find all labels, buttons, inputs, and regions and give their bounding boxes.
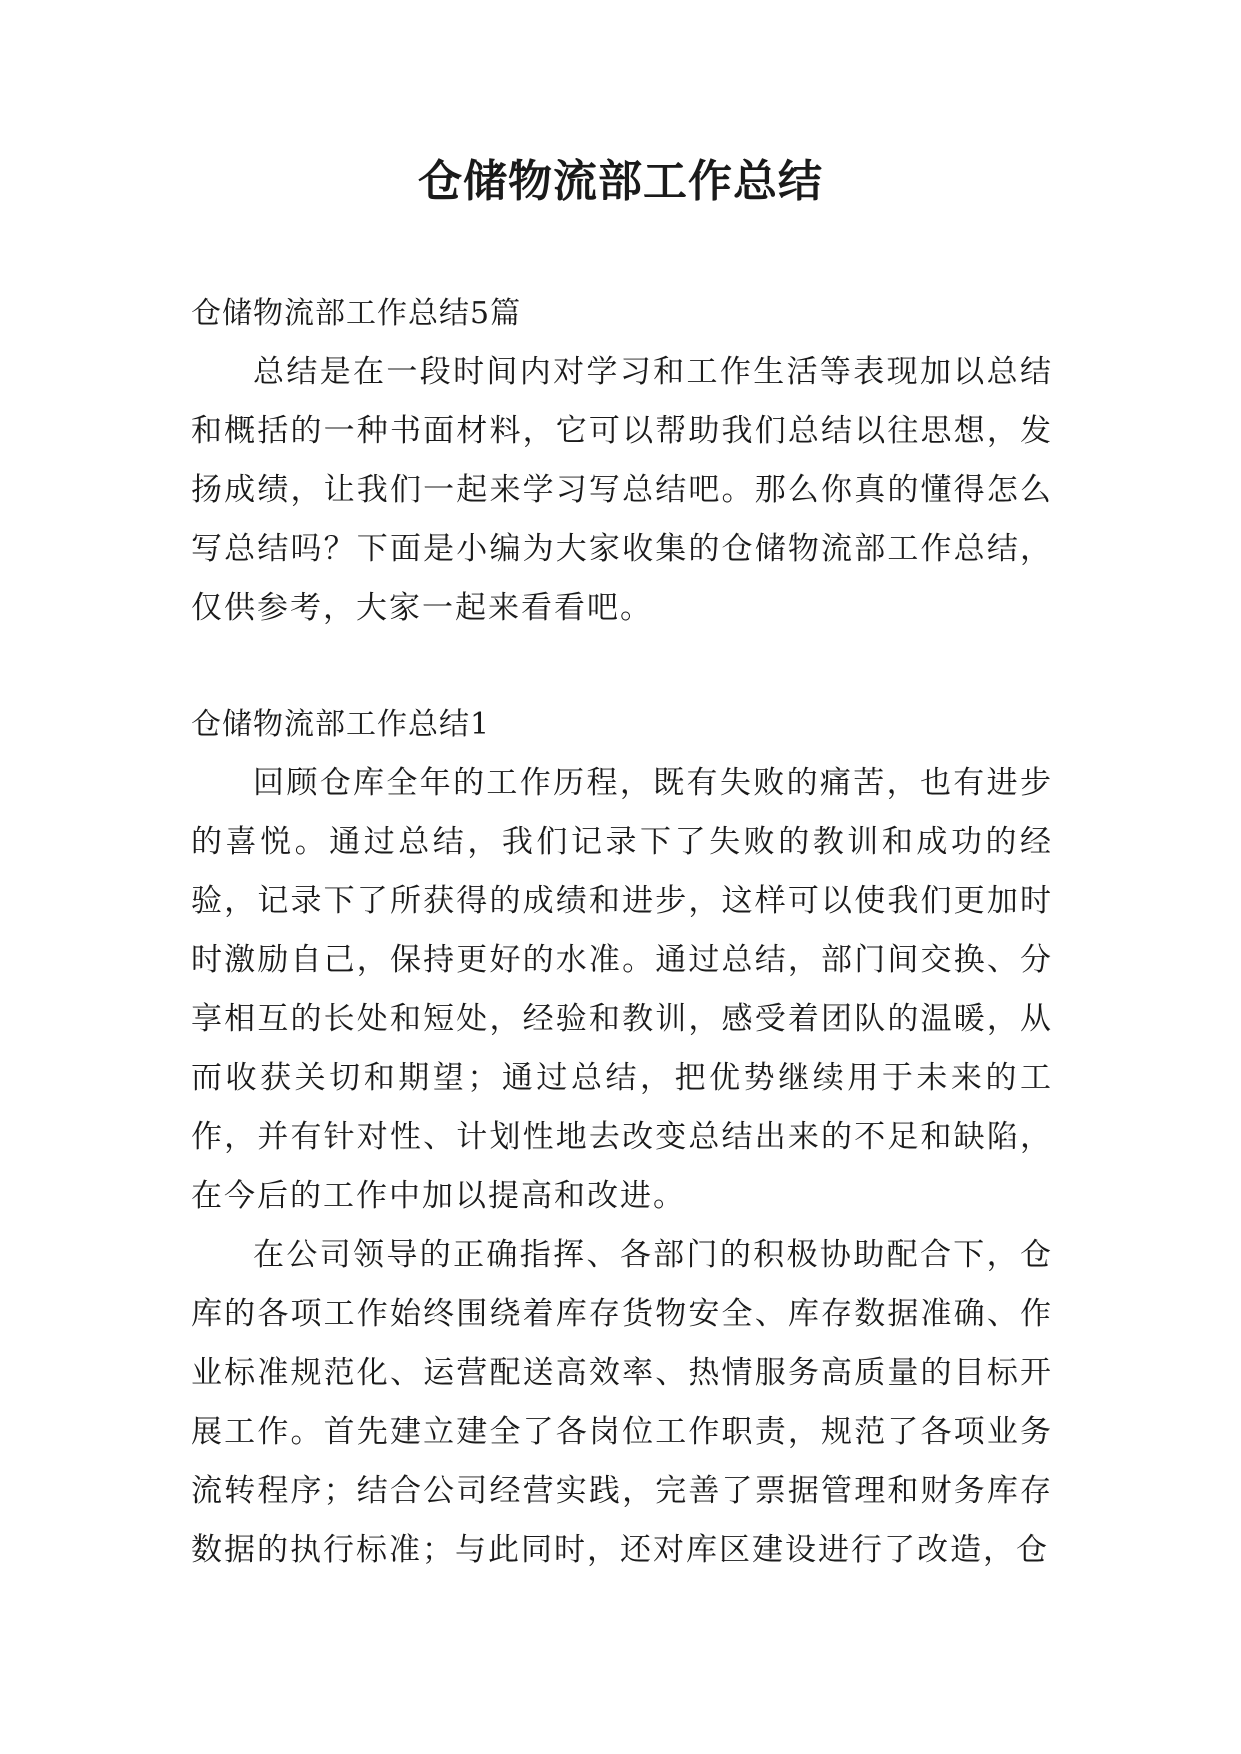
section-spacer	[191, 638, 1053, 696]
intro-heading: 仓储物流部工作总结5篇	[191, 296, 522, 331]
intro-paragraph: 总结是在一段时间内对学习和工作生活等表现加以总结和概括的一种书面材料，它可以帮助我们总结以往思想，发扬成绩，让我们一起来学习写总结吧。那么你真的懂得怎么写总结吗？下面是小编为大家收集的仓储物流部工作总结，仅供参考，大家一起来看看吧。	[191, 354, 1053, 626]
section1-heading: 仓储物流部工作总结1	[191, 707, 491, 742]
document-body	[191, 285, 1053, 1580]
section1-paragraph-2: 在公司领导的正确指挥、各部门的积极协助配合下，仓库的各项工作始终围绕着库存货物安全、库存数据准确、作业标准规范化、运营配送高效率、热情服务高质量的目标开展工作。首先建立建全了各岗位工作职责，规范了各项业务流转程序；结合公司经营实践，完善了票据管理和财务库存数据的执行标准；与此同时，还对库区建设进行了改造，仓	[191, 1237, 1053, 1568]
document-title: 仓储物流部工作总结	[418, 156, 823, 207]
section1-paragraph-1: 回顾仓库全年的工作历程，既有失败的痛苦，也有进步的喜悦。通过总结，我们记录下了失败的教训和成功的经验，记录下了所获得的成绩和进步，这样可以使我们更加时时激励自己，保持更好的水准。通过总结，部门间交换、分享相互的长处和短处，经验和教训，感受着团队的温暖，从而收获关切和期望；通过总结，把优势继续用于未来的工作，并有针对性、计划性地去改变总结出来的不足和缺陷，在今后的工作中加以提高和改进。	[191, 765, 1053, 1214]
